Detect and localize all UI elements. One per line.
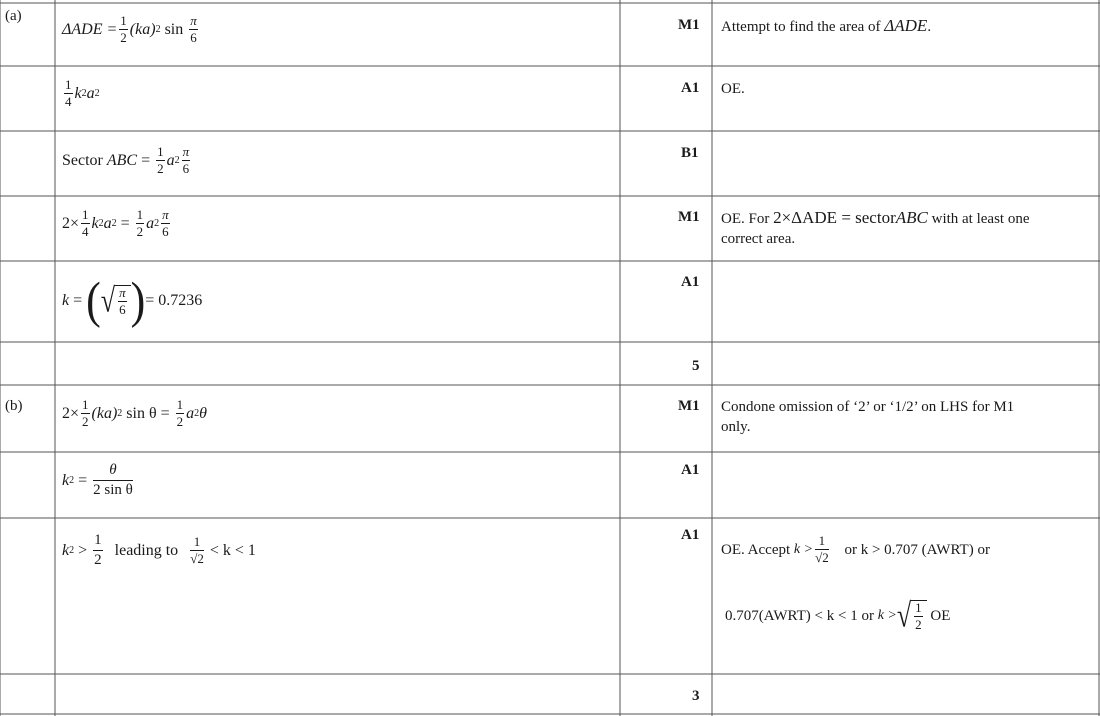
answer-text: sin θ = (122, 404, 174, 422)
fraction: 1 2 (94, 532, 102, 568)
answer-inequality (62, 532, 256, 569)
answer-text: 2× (62, 404, 80, 422)
answer-text: (ka) (91, 404, 118, 422)
answer-text: = (69, 292, 87, 309)
mark-code: M1 (678, 209, 700, 225)
fraction: π 6 (162, 207, 169, 239)
mark-code: A1 (681, 274, 700, 290)
answer-text: a (86, 84, 95, 102)
answer-text: θ (199, 404, 208, 422)
answer-text: a (186, 404, 195, 422)
answer-text: = 0.7236 (145, 292, 203, 309)
mark-code: B1 (681, 145, 699, 161)
fraction: π 6 (190, 13, 197, 45)
answer-text: = (74, 471, 92, 489)
answer-text: ABC (106, 151, 138, 169)
answer-sector-abc (62, 145, 192, 176)
answer-k-squared (62, 462, 135, 499)
answer-area-ade (62, 14, 200, 45)
answer-text: a (146, 214, 155, 232)
guidance-note: Attempt to find the area of ΔADE. (721, 16, 932, 35)
answer-text: k (74, 84, 82, 102)
fraction: 1 2 (176, 397, 184, 429)
answer-text: = (137, 151, 155, 169)
answer-text: Sector (62, 151, 107, 169)
fraction: 1 2 (120, 13, 127, 45)
answer-quarter-k2a2 (62, 78, 100, 109)
answer-text: = (116, 214, 134, 232)
left-paren: ( (86, 272, 101, 329)
exponent: 2 (111, 218, 117, 229)
fraction: 1 2 (136, 207, 144, 239)
fraction: 1 √2 (815, 533, 829, 565)
answer-text: (ka) (129, 20, 156, 38)
exponent: 2 (69, 545, 75, 556)
mark-total: 3 (692, 688, 700, 704)
fraction: θ 2 sin θ (93, 462, 133, 498)
guidance-note: OE. Accept k > 1 √2 or k > 0.707 (AWRT) or (721, 533, 990, 565)
part-label-b: (b) (5, 398, 23, 414)
answer-equation (62, 208, 172, 239)
mark-code: A1 (681, 527, 700, 543)
exponent: 2 (194, 408, 200, 419)
answer-text: ΔADE = (62, 20, 118, 38)
exponent: 2 (174, 155, 180, 166)
right-paren: ) (130, 272, 146, 329)
answer-text: sin (160, 20, 188, 38)
fraction: 1 √2 (190, 534, 204, 566)
guidance-note: Condone omission of ‘2’ or ‘1/2’ on LHS for M1 only. (721, 399, 1015, 435)
exponent: 2 (154, 218, 160, 229)
fraction: π 6 (182, 144, 190, 176)
exponent: 2 (81, 88, 87, 99)
fraction: 1 2 (82, 397, 89, 429)
mark-code: M1 (678, 17, 700, 33)
guidance-note-line2: 0.707(AWRT) < k < 1 or k > √ 1 2 OE (725, 596, 951, 635)
answer-text: k (91, 214, 99, 232)
answer-text: < k < 1 (205, 541, 256, 559)
square-root: √ π 6 (101, 285, 131, 317)
answer-text: k (62, 292, 70, 309)
answer-k-value (62, 272, 203, 329)
fraction: 1 4 (65, 77, 72, 109)
fraction: 1 4 (82, 207, 89, 239)
answer-text: a (166, 151, 175, 169)
exponent: 2 (94, 88, 100, 99)
part-label-a: (a) (5, 8, 22, 24)
mark-code: M1 (678, 398, 700, 414)
guidance-note: OE. For 2×ΔADE = sectorABC with at least one correct area. (721, 208, 1030, 247)
answer-text: > (74, 541, 92, 559)
exponent: 2 (155, 24, 161, 35)
answer-text: 2× (62, 214, 80, 232)
guidance-note: OE. (721, 81, 745, 97)
square-root: √ 1 2 (897, 600, 927, 632)
mark-code: A1 (681, 80, 700, 96)
exponent: 2 (69, 475, 75, 486)
answer-area-equation (62, 398, 207, 429)
mark-code: A1 (681, 462, 700, 478)
answer-text: k (62, 471, 70, 489)
answer-text: k (62, 541, 70, 559)
answer-text: a (103, 214, 112, 232)
mark-total: 5 (692, 358, 700, 374)
fraction: 1 2 (157, 144, 164, 176)
exponent: 2 (117, 408, 123, 419)
exponent: 2 (98, 218, 104, 229)
answer-text: leading to (110, 541, 183, 559)
